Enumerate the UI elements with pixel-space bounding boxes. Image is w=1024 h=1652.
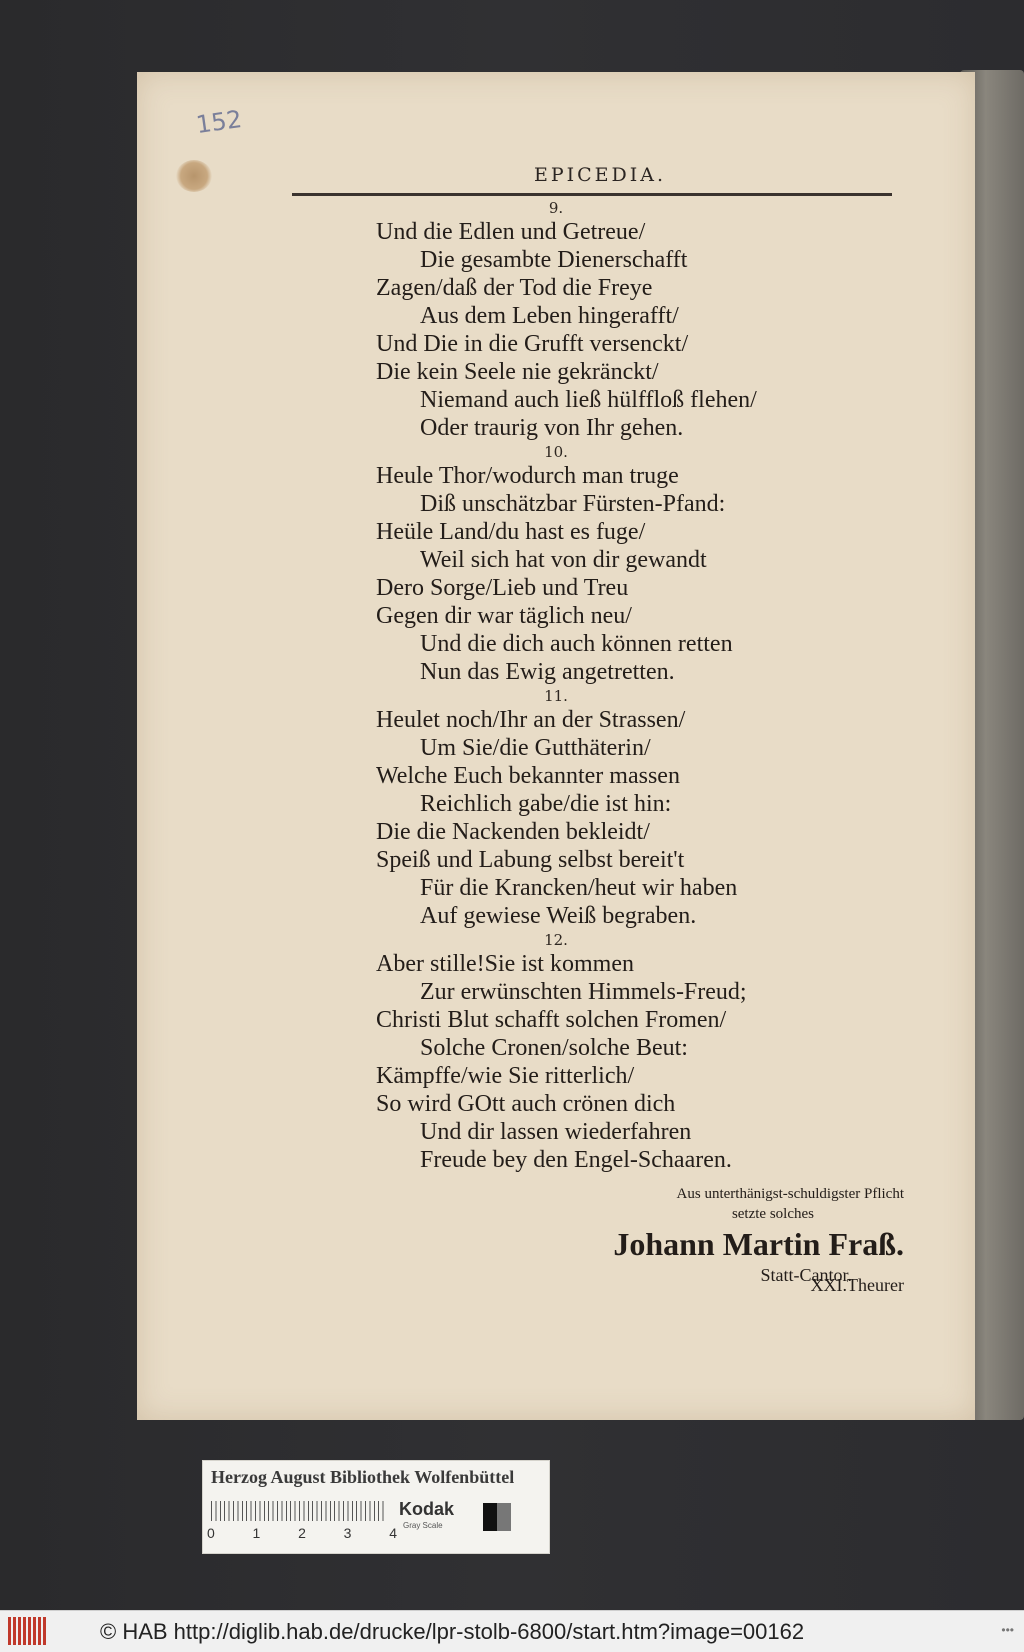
verse-line: Solche Cronen/solche Beut: xyxy=(420,1035,688,1061)
verse-line: Diß unschätzbar Fürsten-Pfand: xyxy=(420,491,726,517)
verse-line: Kämpffe/wie Sie ritterlich/ xyxy=(376,1063,635,1089)
dedication-line: setzte solches xyxy=(731,1206,814,1222)
verse-line: Freude bey den Engel-Schaaren. xyxy=(420,1147,732,1173)
verse-line: Um Sie/die Gutthäterin/ xyxy=(420,735,651,761)
verse-line: Gegen dir war täglich neu/ xyxy=(376,603,632,629)
ruler-number: 4 xyxy=(389,1525,397,1541)
verse-line: Und die Edlen und Getreue/ xyxy=(376,219,646,245)
verse-line: Die gesambte Dienerschafft xyxy=(420,247,688,273)
verse-line: Welche Euch bekannter massen xyxy=(376,763,680,789)
paper-stain xyxy=(176,160,212,192)
poem xyxy=(376,198,836,1174)
author-name: Johann Martin Fraß. xyxy=(613,1226,904,1262)
running-header: EPICEDIA. xyxy=(533,164,667,186)
verse-line: Heulet noch/Ihr an der Strassen/ xyxy=(376,707,686,733)
verse-line: Reichlich gabe/die ist hin: xyxy=(420,791,672,817)
verse-line: Weil sich hat von dir gewandt xyxy=(420,547,707,573)
verse-line: Oder traurig von Ihr gehen. xyxy=(420,415,684,441)
verse-line: Speiß und Labung selbst bereit't xyxy=(376,847,685,873)
ruler-number: 3 xyxy=(343,1525,352,1541)
footer-bar xyxy=(0,1610,1024,1652)
catchword: XXI.Theurer xyxy=(810,1275,904,1295)
library-color-bar xyxy=(202,1460,550,1554)
verse-line: Aber stille!Sie ist kommen xyxy=(376,951,634,977)
verse-line: Aus dem Leben hingerafft/ xyxy=(420,303,679,329)
verse-line: Und die dich auch können retten xyxy=(420,631,733,657)
kodak-label: Kodak xyxy=(399,1499,455,1519)
verse-line: Auf gewiese Weiß begraben. xyxy=(420,903,697,929)
stanza-number: 12. xyxy=(544,931,568,949)
stanza-number: 11. xyxy=(544,687,568,705)
stanza-number: 10. xyxy=(544,443,568,461)
ruler-number: 0 xyxy=(207,1525,215,1541)
signature-block xyxy=(613,1184,904,1286)
verse-line: Und dir lassen wiederfahren xyxy=(420,1119,692,1145)
verse-line: Nun das Ewig angetretten. xyxy=(420,659,675,685)
verse-line: Die die Nackenden bekleidt/ xyxy=(376,819,650,845)
footer-url[interactable]: © HAB http://diglib.hab.de/drucke/lpr-stolb-6800/start.htm?image=00162 xyxy=(100,1619,805,1644)
stanza-number: 9. xyxy=(548,199,564,217)
verse-line: Christi Blut schafft solchen Fromen/ xyxy=(376,1007,727,1033)
verse-line: Für die Krancken/heut wir haben xyxy=(420,875,738,901)
library-name: Herzog August Bibliothek Wolfenbüttel xyxy=(211,1467,515,1487)
dedication-line: Aus unterthänigst-schuldigster Pflicht xyxy=(676,1186,904,1202)
gray-swatch xyxy=(483,1503,511,1531)
verse-line: Zur erwünschten Himmels-Freud; xyxy=(420,979,747,1005)
verse-line: Niemand auch ließ hülffloß flehen/ xyxy=(420,387,757,413)
header-rule xyxy=(292,193,892,196)
ruler-scale xyxy=(211,1501,387,1521)
verse-line: Zagen/daß der Tod die Freye xyxy=(376,275,653,301)
verse-line: Die kein Seele nie gekränckt/ xyxy=(376,359,659,385)
more-icon: ••• xyxy=(1001,1623,1014,1637)
author-role: Statt-Cantor. xyxy=(760,1265,852,1285)
verse-line: Heüle Land/du hast es fuge/ xyxy=(376,519,646,545)
hab-logo-icon xyxy=(8,1617,48,1645)
pencil-page-number: 152 xyxy=(194,104,244,140)
verse-line: Und Die in die Grufft versenckt/ xyxy=(376,331,689,357)
verse-line: So wird GOtt auch crönen dich xyxy=(376,1091,676,1117)
gray-scale-label: Gray Scale xyxy=(403,1521,443,1530)
verse-line: Heule Thor/wodurch man truge xyxy=(376,463,679,489)
verse-line: Dero Sorge/Lieb und Treu xyxy=(376,575,629,601)
ruler-number: 2 xyxy=(298,1525,306,1541)
ruler-number: 1 xyxy=(252,1525,261,1541)
ruler-numbers xyxy=(207,1525,397,1541)
